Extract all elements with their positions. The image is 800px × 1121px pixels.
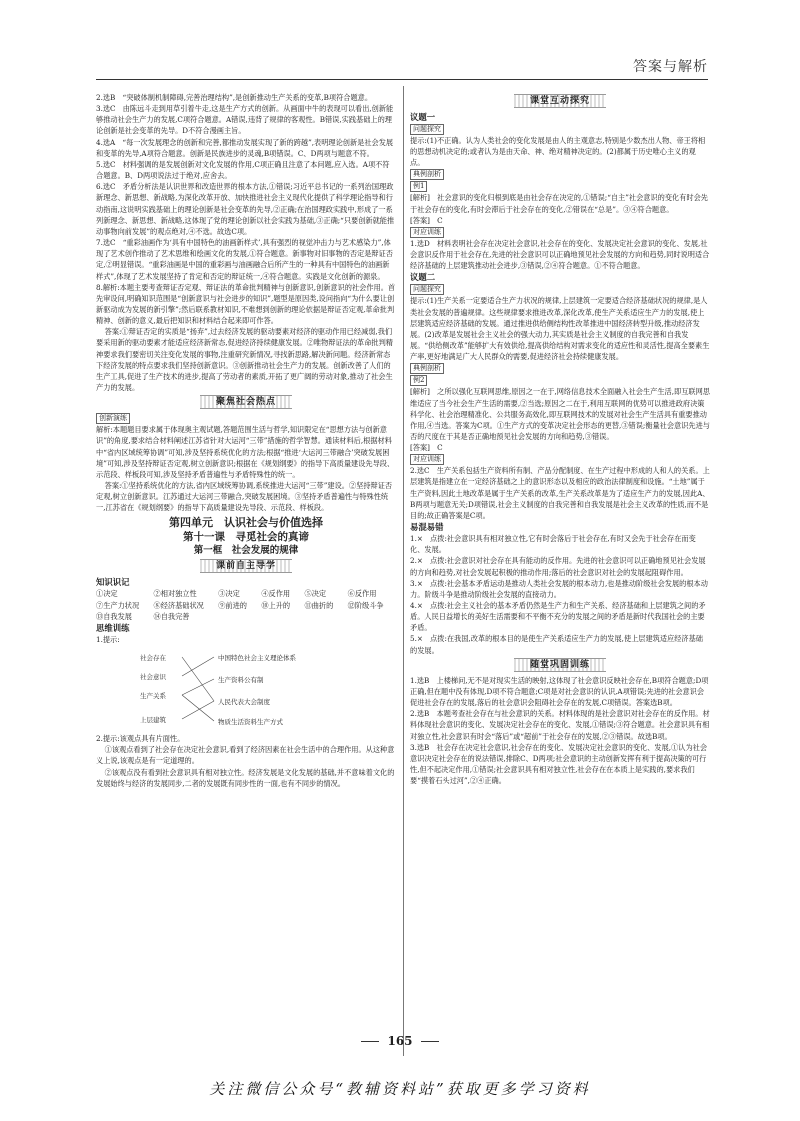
example-tag: 典例剖析 — [410, 169, 444, 180]
example-number: 例1 — [410, 181, 427, 192]
section-title: 第一框 社会发展的规律 — [193, 545, 299, 557]
knowledge-item: ①决定 — [96, 589, 118, 599]
answer-text: 答案:①辩证否定的实质是“扬弃”,过去经济发展的驱动要素对经济的驱动作用已经减弱,我们要采用新的驱动要素才能适应经济新常态,促进经济持续健康发展。②唯物辩证法的革命批判精神要求我们要密切关注变化发展的事物,注重研究新情况,寻找新思路,解决新问题。经济新常态下经济发展的特点要求我们坚持创新意识。③创新推动社会生产力的发展。创新改善了人们的生产工具,促进了生产技术的进步,提高了劳动者的素质,开拓了更广阔的劳动对象,推动了社会生产力的发展。 — [96, 327, 393, 393]
mistake-label: 易混易错 — [410, 522, 444, 533]
right-column — [410, 92, 710, 786]
topic-2-practice: 2.选C 生产关系包括生产资料所有制、产品分配制度、在生产过程中形成的人和人的关系。上层建筑是指建立在一定经济基础之上的意识形态以及相应的政治法律制度和设施。“土地”属于生产资料,因此土地改革是属于生产关系的改革,生产关系改革是为了适应生产力的发展,因此A、B两项与题意无关;D项错误,社会主义制度的自我完善和自我发展是社会主义改革的性质,而不是目的;故正确答案是C项。 — [410, 466, 710, 520]
hint-2: 2.提示:该观点具有片面性。 — [96, 734, 185, 744]
topic-1-hint: 提示:(1)不正确。认为人类社会的变化发展是由人的主观意志,特别是少数杰出人物、帝王将相的思想动机决定的;或者认为是由天命、神、绝对精神决定的。(2)都属于历史唯心主义的观点。 — [410, 136, 706, 168]
topic-2-label: 议题二 — [410, 272, 436, 283]
left-column — [96, 92, 396, 789]
example-1-analysis: [解析] 社会意识的变化归根到底是由社会存在决定的,①错误;“自主”社会意识的变化有时会先于社会存在的变化,有时会滞后于社会存在的变化,②错误在“总是”。③④符合题意。 — [410, 193, 708, 214]
example-2-analysis: [解析] 之所以强化互联网思维,原因之一在于,网络信息技术全面融入社会生产生活,即互联网思维适应了当今社会生产生活的需要,②当选;原因之二在于,利用互联网的优势可以推进政府决策科学化、社会治理精准化、公共服务高效化,即互联网技术的发展对社会生产生活具有重要推动作用,④当选。答案为C项。①生产方式的变革决定社会形态的更替,③错误;衡量社会意识先进与否的尺度在于其是否正确地预见社会发展的方向和趋势,③错误。 — [410, 387, 710, 441]
section-band-focus: 聚焦社会热点 — [200, 395, 292, 409]
knowledge-grid — [96, 588, 396, 621]
mistake-item: 1.× 点拨:社会意识具有相对独立性,它有时会落后于社会存在,有时又会先于社会存在而变化、发展。 — [410, 534, 696, 555]
practice-tag: 创新演练 — [96, 413, 130, 424]
explore-tag: 问题探究 — [410, 284, 444, 295]
answer-item: 6.选C 矛盾分析法是认识世界和改造世界的根本方法,①错误;习近平总书记的一系列治国理政新理念、新思想、新战略,为深化改革开放、加快推进社会主义现代化提供了科学理论指导和行动指南,这说明实践基础上的理论创新是社会变革的先导,②正确;在治国理政实践中,形成了一系列新理念、新思想、新战略,这体现了党的理论创新以社会实践为基础,③正确;“只要创新就能推动事物向前发展”的观点绝对,④不选。故选C项。 — [96, 182, 395, 236]
section-band-follow: 随堂巩固训练 — [514, 658, 606, 672]
answer-item: 5.选C 材料强调的是发展创新对文化发展的作用,C项正确且注意了本问题,应入选。A项不符合题意。B、D两项说法过于绝对,应舍去。 — [96, 159, 390, 181]
knowledge-label: 知识识记 — [96, 577, 130, 588]
lesson-title: 第十一课 寻觅社会的真谛 — [183, 531, 309, 544]
thinking-label: 思维训练 — [96, 622, 130, 633]
example-1-answer: [答案] C — [410, 215, 443, 225]
section-band-preclass: 课前自主导学 — [200, 559, 292, 573]
knowledge-item: ③决定 — [218, 589, 240, 599]
practice-analysis: 解析:本题题目要求属于体现奥主观试题,答题范围生活与哲学,知识限定在“思想方法与创新意识”的角度,要求结合材料阐述江苏省针对大运河“三带”措施的哲学智慧。通读材料后,根据材料中“省内区域统筹协调”可知,涉及坚持系统优化的方法;根据“推进‘大运河三带融合’突破发展困境”可知,涉及坚持辩证否定观,树立创新意识;根据在《规划纲要》的指导下高质量建设先导段、示范段、样板段可知,涉及坚持矛盾普遍性与矛盾特殊性的统一。 — [96, 425, 395, 479]
knowledge-item: ⑫阶级斗争 — [347, 600, 384, 610]
knowledge-item: ⑨前进的 — [218, 600, 247, 610]
header-rule — [96, 79, 708, 80]
follow-item: 2.选B 本题考查社会存在与社会意识的关系。材料体现的是社会意识对社会存在的反作用。材料体现社会意识的变化、发展决定社会存在的变化、发展,①错误;③符合题意。社会意识具有相对独立性,社会意识有时会“落后”或“超前”于社会存在的发展,②③错误。故选B项。 — [410, 709, 710, 741]
diagram-right-node: 生产资料公有制 — [218, 676, 264, 685]
knowledge-item: ⑩上升的 — [261, 600, 291, 610]
diagram-left-node: 生产关系 — [140, 692, 166, 701]
knowledge-item: ④反作用 — [261, 589, 291, 599]
answer-item: 2.选B “突破体制机制障碍,完善治理结构”,是创新推动生产关系的变革,B项符合题意。 — [96, 93, 373, 102]
column-divider — [403, 86, 404, 1056]
answer-item: 7.选C “重彩油画作为‘具有中国特色的油画新样式’,具有强烈的视觉冲击力与艺术感染力”,体现了艺术创作推动了艺术思维和绘画文化的发展,①符合题意。新事物对旧事物的否定是辩证否定,②明显错误。“重彩油画是中国的重彩画与油画融合后所产生的一种具有中国特色的油画新样式”,体现了艺术发展坚持了肯定和否定的辩证统一,④符合题意。实践是文化创新的源泉。 — [96, 238, 393, 281]
page-number: 165 — [0, 1034, 800, 1048]
example-2-answer: [答案] C — [410, 443, 443, 453]
diagram-right-node: 中国特色社会主义理论体系 — [218, 654, 296, 663]
hint-2-point: ②该观点没有看到社会意识具有相对独立性。经济发展是文化发展的基础,并不意味着文化的发展始终与经济的发展同步,二者的发展既有同步性的一面,也有不同步的情况。 — [96, 767, 395, 788]
diagram-left-node: 社会意识 — [140, 673, 166, 682]
answer-item: 3.选C 由陈远斗走到用草引着牛走,这是生产方式的创新。从画面中牛的表现可以看出,创新能够推动社会生产力的发展,C项符合题意。A错误,违背了规律的客观性。B错误,实践基础上的理论创新是社会变革的先导。D不符合漫画主旨。 — [96, 104, 394, 136]
section-band-class: 课堂互动探究 — [514, 94, 606, 108]
knowledge-item: ⑭自我完善 — [153, 611, 190, 621]
knowledge-item: ⑤决定 — [304, 589, 327, 599]
topic-2-hint: 提示:(1)生产关系一定要适合生产力状况的规律,上层建筑一定要适合经济基础状况的规律,是人类社会发展的普遍规律。这些规律要求推进改革,深化改革,使生产关系适应生产力的发展,使上层建筑适应经济基础的发展。通过推进供给侧结构性改革推进中国经济转型升级,推动经济发展。(2)改革是发展社会主义社会的强大动力,其实质是社会主义制度的自我完善和自我发展。“供给侧改革”能够扩大有效供给,提高供给结构对需求变化的适应性和灵活性,提高全要素生产率,更好地满足广大人民群众的需要,促进经济社会持续健康发展。 — [410, 296, 710, 362]
mistake-item: 4.× 点拨:社会主义社会的基本矛盾仍然是生产力和生产关系、经济基础和上层建筑之间的矛盾。人民日益增长的美好生活需要和不平衡不充分的发展之间的矛盾是新时代我国社会的主要矛盾。 — [410, 601, 706, 633]
knowledge-item: ⑪曲折的 — [304, 600, 334, 610]
mistake-item: 2.× 点拨:社会意识对社会存在具有能动的反作用。先进的社会意识可以正确地预见社会发展的方向和趋势,对社会发展起积极的推动作用;落后的社会意识对社会的发展起阻碍作用。 — [410, 556, 706, 577]
practice-tag: 对应训练 — [410, 227, 444, 238]
answer-item: 8.解析:本题主要考查辩证否定观、辩证法的革命批判精神与创新意识,创新意识的社会作用。首先审设问,明确知识范围是“创新意识与社会进步的知识”,题型是原因类,设问指向“为什么要让创新驱动成为发展的新引擎”;然后联系教材知识,不难想到创新的理论依据是辩证否定观,革命批判精神、创新的意义,最后把知识和材料结合起来即可作答。 — [96, 282, 396, 326]
running-header: 答案与解析 — [633, 59, 708, 75]
diagram-left-node: 社会存在 — [140, 654, 166, 663]
mistake-item: 3.× 点拨:社会基本矛盾运动是推动人类社会发展的根本动力,也是推动阶级社会发展的根本动力。阶级斗争是推动阶级社会发展的直接动力。 — [410, 578, 708, 599]
unit-title: 第四单元 认识社会与价值选择 — [169, 516, 323, 530]
diagram-right-node: 物质生活资料生产方式 — [218, 718, 283, 727]
hint-1: 1.提示: — [96, 634, 120, 644]
concept-diagram — [96, 647, 396, 731]
practice-answer: 答案:①坚持系统优化的方法,省内区域统筹协调,系统推进大运河“三带”建设。②坚持辩证否定观,树立创新意识。江苏通过大运河三带融合,突破发展困境。③坚持矛盾普遍性与特殊性统一,江苏省在《规划纲要》的指导下高质量建设先导段、示范段、样板段。 — [96, 481, 393, 513]
mistake-item: 5.× 点拨:在我国,改革的根本目的是使生产关系适应生产力的发展,使上层建筑适应经济基础的发展。 — [410, 634, 703, 655]
knowledge-item: ⑧经济基础状况 — [153, 600, 204, 610]
knowledge-item: ⑦生产力状况 — [96, 600, 140, 610]
explore-tag: 问题探究 — [410, 124, 444, 135]
follow-item: 3.选B 社会存在决定社会意识,社会存在的变化、发展决定社会意识的变化、发展,①认为社会意识决定社会存在的说法错误,排除C、D两项;社会意识的主动创新发挥有利于提高决策的可行性,但不起决定作用,①错误;社会意识具有相对独立性,社会存在在本质上是实践的,要求我们要“摸着石头过河”,②④正确。 — [410, 742, 708, 786]
knowledge-item: ⑥反作用 — [347, 589, 377, 599]
hint-2-point: ①该观点看到了社会存在决定社会意识,看到了经济因素在社会生活中的合理作用。从这种意义上说,该观点是有一定道理的。 — [96, 745, 395, 766]
footer-note: 关注微信公众号“教辅资料站”获取更多学习资料 — [209, 1080, 591, 1098]
knowledge-item: ⑬自我发展 — [96, 611, 132, 621]
diagram-left-node: 上层建筑 — [140, 716, 166, 725]
practice-tag: 对应训练 — [410, 454, 444, 465]
knowledge-item: ②相对独立性 — [153, 589, 197, 599]
diagram-right-node: 人民代表大会制度 — [218, 698, 270, 707]
example-number: 例2 — [410, 375, 427, 386]
follow-item: 1.选B 上楼梯问,无不是对现实生活的映射,这体现了社会意识反映社会存在,B项符合题意;D项正确,但在题中没有体现,D项不符合题意;C项是对社会意识的认识,A项错误;先进的社会意识会促进社会存在的发展,落后的社会意识会阻碍社会存在的发展,C项错误。答案选B项。 — [410, 675, 709, 708]
topic-1-practice: 1.选D 材料表明社会存在决定社会意识,社会存在的变化、发展决定社会意识的变化、发展,社会意识反作用于社会存在,先进的社会意识可以正确地预见社会发展的方向和趋势,同时说明适合经济基础的上层建筑推动社会进步,③错误,②④符合题意。①不符合题意。 — [410, 238, 710, 271]
answer-item: 4.选A “每一次发展理念的创新和完善,都推动发展实现了新的跨越”,表明理论创新是社会发展和变革的先导,A项符合题意。创新是民族进步的灵魂,B项错误。C、D两项与题意不符。 — [96, 137, 394, 158]
topic-1-label: 议题一 — [410, 112, 436, 122]
example-tag: 典例剖析 — [410, 363, 444, 374]
